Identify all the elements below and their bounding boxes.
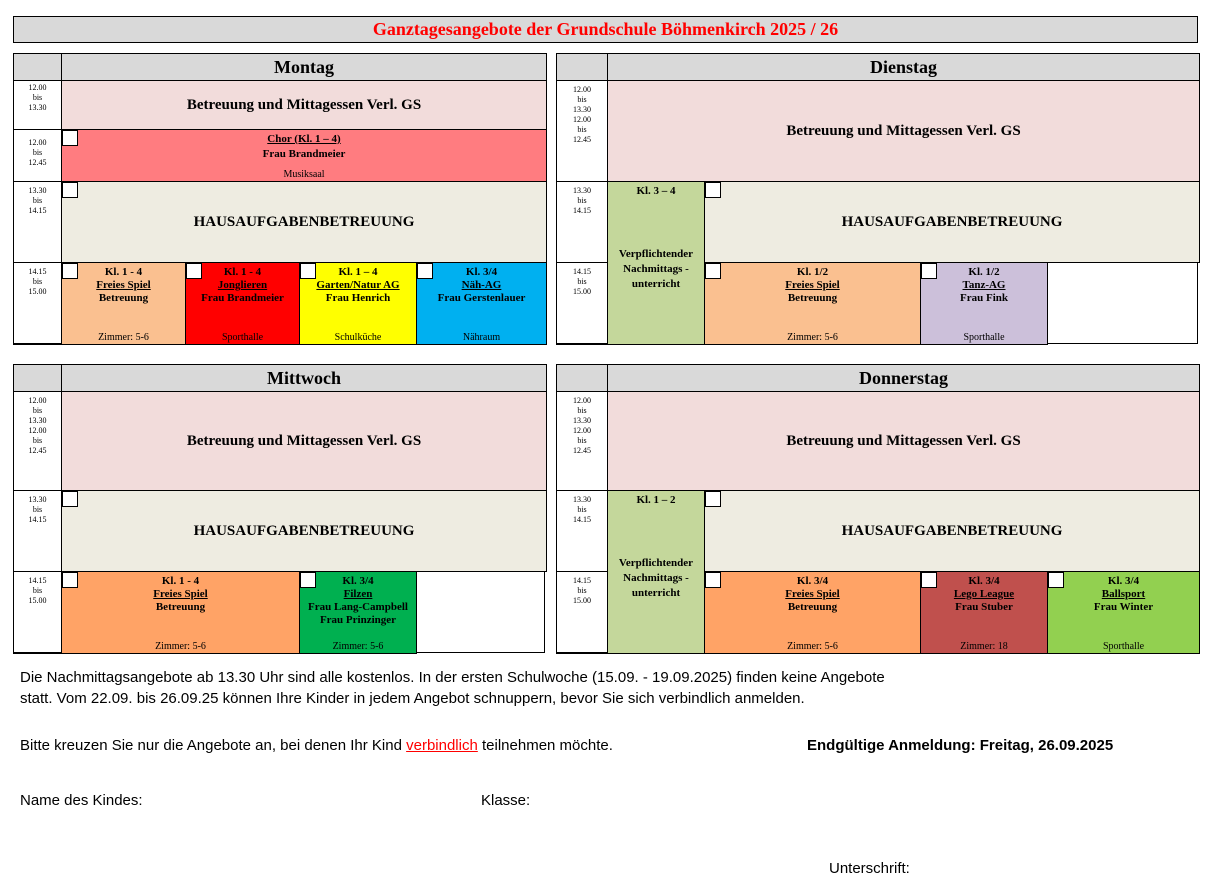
time-slot: 12.00 bis 12.45 xyxy=(13,129,62,182)
lunch-care-cell: Betreuung und Mittagessen Verl. GS xyxy=(607,391,1200,491)
instruction-text: Bitte kreuzen Sie nur die Angebote an, bei denen Ihr Kind verbindlich teilnehmen möchte. xyxy=(20,737,613,754)
day-block-montag xyxy=(13,53,545,344)
time-slot: 14.15 bis 15.00 xyxy=(556,262,608,345)
lunch-care-cell: Betreuung und Mittagessen Verl. GS xyxy=(607,80,1200,182)
activity-garten-natur: Kl. 1 – 4 Garten/Natur AG Frau Henrich Schulküche xyxy=(299,262,417,345)
time-slot: 12.00 bis 13.30 12.00 bis 12.45 xyxy=(13,391,62,491)
day-header: Montag xyxy=(61,53,547,81)
child-name-label: Name des Kindes: xyxy=(20,792,143,809)
corner-cell xyxy=(556,364,608,392)
activity-ballsport: Kl. 3/4 Ballsport Frau Winter Sporthalle xyxy=(1047,571,1200,654)
checkbox-hausaufgaben[interactable] xyxy=(62,182,78,198)
checkbox-garten-natur[interactable] xyxy=(300,263,316,279)
checkbox-lego-league[interactable] xyxy=(921,572,937,588)
checkbox-chor[interactable] xyxy=(62,130,78,146)
activity-freies-spiel: Kl. 1/2 Freies Spiel Betreuung Zimmer: 5-6 xyxy=(704,262,921,345)
checkbox-hausaufgaben[interactable] xyxy=(705,182,721,198)
activity-jonglieren: Kl. 1 - 4 Jonglieren Frau Brandmeier Sporthalle xyxy=(185,262,300,345)
checkbox-filzen[interactable] xyxy=(300,572,316,588)
time-slot: 14.15 bis 15.00 xyxy=(13,262,62,345)
time-slot: 14.15 bis 15.00 xyxy=(556,571,608,654)
activity-naeh-ag: Kl. 3/4 Näh-AG Frau Gerstenlauer Nähraum xyxy=(416,262,547,345)
homework-cell: HAUSAUFGABENBETREUUNG xyxy=(704,181,1200,263)
activity-lego-league: Kl. 3/4 Lego League Frau Stuber Zimmer: 18 xyxy=(920,571,1048,654)
activity-chor: Chor (Kl. 1 – 4) Frau Brandmeier Musiksaal xyxy=(61,129,547,182)
checkbox-freies-spiel[interactable] xyxy=(62,263,78,279)
day-block-donnerstag xyxy=(556,364,1198,653)
corner-cell xyxy=(556,53,608,81)
signature-label: Unterschrift: xyxy=(829,860,910,877)
class-label: Klasse: xyxy=(481,792,531,809)
activity-freies-spiel: Kl. 1 - 4 Freies Spiel Betreuung Zimmer: 5-6 xyxy=(61,571,300,654)
page-title: Ganztagesangebote der Grundschule Böhmenkirch 2025 / 26 xyxy=(13,16,1198,43)
day-header: Mittwoch xyxy=(61,364,547,392)
lunch-care-cell: Betreuung und Mittagessen Verl. GS xyxy=(61,391,547,491)
time-slot: 13.30 bis 14.15 xyxy=(13,181,62,263)
activity-freies-spiel: Kl. 3/4 Freies Spiel Betreuung Zimmer: 5-6 xyxy=(704,571,921,654)
checkbox-hausaufgaben[interactable] xyxy=(705,491,721,507)
checkbox-freies-spiel[interactable] xyxy=(705,572,721,588)
time-slot: 13.30 bis 14.15 xyxy=(556,490,608,572)
time-slot: 13.30 bis 14.15 xyxy=(13,490,62,572)
corner-cell xyxy=(13,364,62,392)
mandatory-lessons-cell: Kl. 1 – 2 Verpflichtender Nachmittags - unterricht xyxy=(607,490,705,654)
checkbox-ballsport[interactable] xyxy=(1048,572,1064,588)
time-slot: 13.30 bis 14.15 xyxy=(556,181,608,263)
checkbox-jonglieren[interactable] xyxy=(186,263,202,279)
checkbox-hausaufgaben[interactable] xyxy=(62,491,78,507)
activity-tanz-ag: Kl. 1/2 Tanz-AG Frau Fink Sporthalle xyxy=(920,262,1048,345)
day-header: Donnerstag xyxy=(607,364,1200,392)
time-slot: 14.15 bis 15.00 xyxy=(13,571,62,654)
homework-cell: HAUSAUFGABENBETREUUNG xyxy=(704,490,1200,572)
checkbox-naeh-ag[interactable] xyxy=(417,263,433,279)
homework-cell: HAUSAUFGABENBETREUUNG xyxy=(61,490,547,572)
lunch-care-cell: Betreuung und Mittagessen Verl. GS xyxy=(61,80,547,130)
time-slot: 12.00 bis 13.30 xyxy=(13,80,62,130)
day-block-dienstag xyxy=(556,53,1198,344)
deadline-text: Endgültige Anmeldung: Freitag, 26.09.2025 xyxy=(807,737,1114,754)
checkbox-freies-spiel[interactable] xyxy=(705,263,721,279)
mandatory-lessons-cell: Kl. 3 – 4 Verpflichtender Nachmittags - unterricht xyxy=(607,181,705,345)
corner-cell xyxy=(13,53,62,81)
day-block-mittwoch xyxy=(13,364,545,653)
activity-freies-spiel: Kl. 1 - 4 Freies Spiel Betreuung Zimmer: 5-6 xyxy=(61,262,186,345)
checkbox-tanz-ag[interactable] xyxy=(921,263,937,279)
activity-filzen: Kl. 3/4 Filzen Frau Lang-Campbell Frau Prinzinger Zimmer: 5-6 xyxy=(299,571,417,654)
checkbox-freies-spiel[interactable] xyxy=(62,572,78,588)
time-slot: 12.00 bis 13.30 12.00 bis 12.45 xyxy=(556,391,608,491)
day-header: Dienstag xyxy=(607,53,1200,81)
time-slot: 12.00 bis 13.30 12.00 bis 12.45 xyxy=(556,80,608,182)
info-text: Die Nachmittagsangebote ab 13.30 Uhr sind alle kostenlos. In der ersten Schulwoche (15.09. - 19.09.2025) finden keine Angebote statt. Vom 22.09. bis 26.09.25 können Ihre Kinder in jedem Angebot schnuppern, bevor Sie sich verbindlich anmelden. xyxy=(20,669,885,707)
homework-cell: HAUSAUFGABENBETREUUNG xyxy=(61,181,547,263)
